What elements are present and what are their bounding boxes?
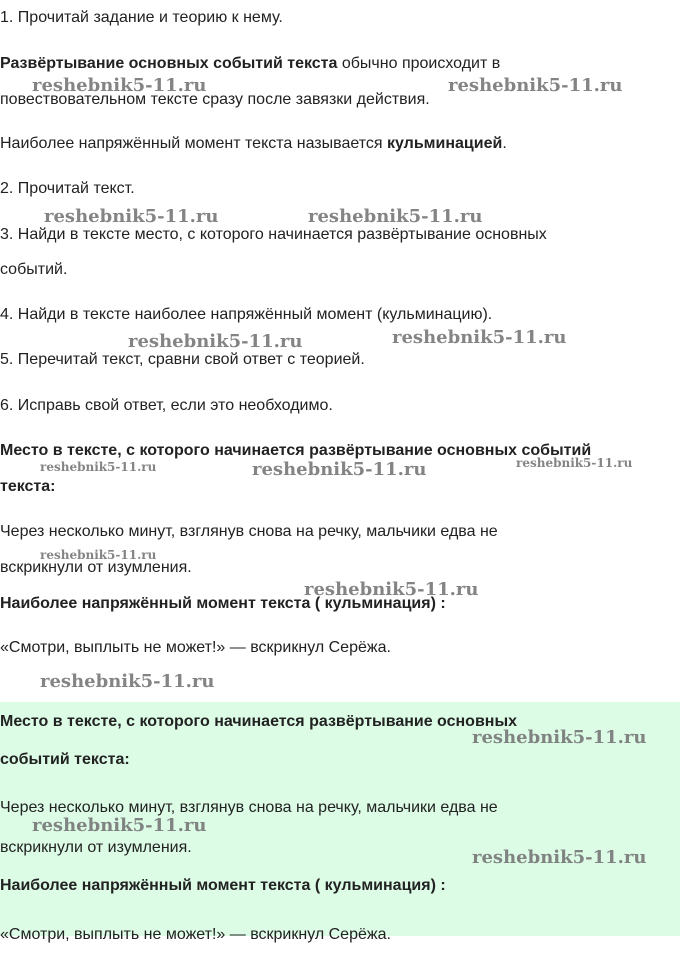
final-answer-heading-development-line-2: событий текста: [0, 751, 130, 768]
answer-development-line-2: вскрикнули от изумления. [0, 559, 192, 576]
watermark: reshebnik5-11.ru [516, 456, 633, 470]
watermark: reshebnik5-11.ru [40, 548, 157, 562]
watermark: reshebnik5-11.ru [308, 206, 483, 227]
final-answer-climax: «Смотри, выплыть не может!» — вскрикнул Серёжа. [0, 926, 391, 943]
theory-term-development: Развёртывание основных событий текста [0, 55, 338, 72]
step-5: 5. Перечитай текст, сравни свой ответ с теорией. [0, 351, 365, 368]
answer-heading-development-line-2: текста: [0, 478, 56, 495]
watermark: reshebnik5-11.ru [304, 579, 479, 600]
watermark: reshebnik5-11.ru [128, 331, 303, 352]
watermark: reshebnik5-11.ru [40, 671, 215, 692]
watermark: reshebnik5-11.ru [32, 75, 207, 96]
answer-climax: «Смотри, выплыть не может!» — вскрикнул Серёжа. [0, 639, 391, 656]
theory-paragraph-2 [0, 134, 507, 154]
answer-heading-climax: Наиболее напряжённый момент текста ( кульминация) : [0, 595, 446, 612]
watermark: reshebnik5-11.ru [472, 727, 647, 748]
watermark: reshebnik5-11.ru [40, 460, 157, 474]
final-answer-development-line-2: вскрикнули от изумления. [0, 839, 192, 856]
final-answer-heading-development: Место в тексте, с которого начинается развёртывание основных [0, 713, 518, 730]
watermark: reshebnik5-11.ru [32, 815, 207, 836]
step-1: 1. Прочитай задание и теорию к нему. [0, 9, 283, 26]
theory-paragraph-1 [0, 54, 500, 74]
watermark: reshebnik5-11.ru [472, 847, 647, 868]
theory-text: обычно происходит в [337, 55, 501, 72]
theory-text: Наиболее напряжённый момент текста называется [0, 135, 387, 152]
watermark: reshebnik5-11.ru [44, 206, 219, 227]
answer-development: Через несколько минут, взглянув снова на речку, мальчики едва не [0, 523, 498, 540]
final-answer-development: Через несколько минут, взглянув снова на речку, мальчики едва не [0, 799, 498, 816]
watermark: reshebnik5-11.ru [448, 75, 623, 96]
step-4: 4. Найди в тексте наиболее напряжённый момент (кульминацию). [0, 306, 493, 323]
watermark: reshebnik5-11.ru [392, 327, 567, 348]
step-3: 3. Найди в тексте место, с которого начинается развёртывание основных [0, 226, 547, 243]
theory-text: . [502, 135, 507, 152]
watermark: reshebnik5-11.ru [252, 459, 427, 480]
theory-paragraph-1-line-2: повествовательном тексте сразу после завязки действия. [0, 91, 430, 108]
step-2: 2. Прочитай текст. [0, 180, 135, 197]
theory-term-climax: кульминацией [386, 135, 503, 152]
step-3-line-2: событий. [0, 261, 68, 278]
step-6: 6. Исправь свой ответ, если это необходимо. [0, 397, 333, 414]
answer-heading-development: Место в тексте, с которого начинается развёртывание основных событий [0, 442, 592, 459]
final-answer-heading-climax: Наиболее напряжённый момент текста ( кульминация) : [0, 877, 446, 894]
